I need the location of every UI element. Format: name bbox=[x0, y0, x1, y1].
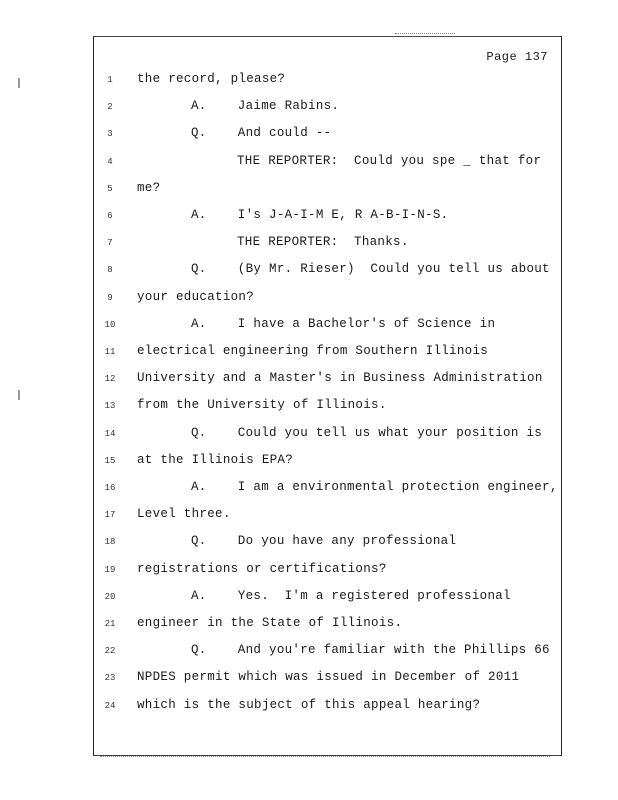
line-text: NPDES permit which was issued in December of 2011 bbox=[137, 670, 520, 685]
transcript-line bbox=[0, 562, 618, 582]
line-text: your education? bbox=[137, 289, 255, 304]
line-text: Q. And could -- bbox=[191, 126, 332, 141]
transcript-line bbox=[0, 208, 618, 228]
line-text: at the Illinois EPA? bbox=[137, 452, 294, 467]
line-number: 11 bbox=[104, 347, 116, 357]
transcript-line bbox=[0, 426, 618, 446]
line-text: which is the subject of this appeal hearing? bbox=[137, 697, 481, 712]
transcript-line bbox=[0, 126, 618, 146]
line-number: 20 bbox=[104, 591, 116, 602]
line-text: Level three. bbox=[137, 507, 231, 522]
transcript-line bbox=[0, 670, 618, 690]
line-number: 8 bbox=[107, 265, 113, 276]
transcript-line bbox=[0, 643, 618, 663]
line-text: engineer in the State of Illinois. bbox=[137, 616, 403, 630]
line-text: registrations or certifications? bbox=[137, 561, 387, 576]
line-number: 12 bbox=[104, 374, 116, 385]
line-text: University and a Master's in Business Administration bbox=[137, 371, 543, 386]
transcript-line bbox=[0, 72, 618, 92]
transcript-line bbox=[0, 290, 618, 310]
line-text: Q. Could you tell us what your position is bbox=[191, 425, 543, 440]
transcript-line bbox=[0, 698, 618, 718]
line-number: 16 bbox=[104, 483, 116, 493]
line-text: A. I am a environmental protection engineer, bbox=[191, 480, 558, 494]
line-number: 10 bbox=[104, 319, 116, 330]
line-text: A. I have a Bachelor's of Science in bbox=[191, 316, 496, 331]
transcript-line bbox=[0, 589, 618, 609]
transcript-line bbox=[0, 453, 618, 473]
line-text: THE REPORTER: Thanks. bbox=[237, 235, 409, 250]
line-number: 1 bbox=[107, 75, 113, 85]
transcript-line bbox=[0, 154, 618, 174]
line-text: THE REPORTER: Could you spe _ that for bbox=[237, 153, 542, 168]
transcript-line bbox=[0, 235, 618, 255]
line-number: 22 bbox=[104, 646, 116, 657]
transcript-line bbox=[0, 480, 618, 500]
line-text: A. Jaime Rabins. bbox=[191, 99, 340, 114]
line-number: 17 bbox=[104, 510, 116, 521]
line-number: 24 bbox=[104, 700, 116, 711]
scan-noise-top bbox=[395, 33, 455, 35]
line-number: 2 bbox=[107, 102, 113, 113]
transcript-line bbox=[0, 616, 618, 636]
line-number: 23 bbox=[104, 673, 116, 684]
line-text: from the University of Illinois. bbox=[137, 398, 387, 413]
line-number: 4 bbox=[107, 156, 113, 167]
transcript-line bbox=[0, 317, 618, 337]
line-number: 5 bbox=[107, 183, 113, 194]
line-text: Q. Do you have any professional bbox=[191, 534, 457, 549]
line-number: 18 bbox=[104, 537, 116, 548]
transcript-line bbox=[0, 507, 618, 527]
transcript-line bbox=[0, 262, 618, 282]
line-text: Q. (By Mr. Rieser) Could you tell us about bbox=[191, 262, 550, 277]
line-number: 7 bbox=[107, 238, 113, 249]
page-number: Page 137 bbox=[486, 50, 548, 64]
transcript-line bbox=[0, 344, 618, 364]
line-text: electrical engineering from Southern Illinois bbox=[137, 344, 489, 358]
line-text: A. Yes. I'm a registered professional bbox=[191, 588, 511, 603]
line-text: the record, please? bbox=[137, 72, 286, 86]
line-number: 9 bbox=[107, 292, 113, 303]
line-number: 15 bbox=[104, 455, 116, 466]
line-number: 13 bbox=[104, 401, 116, 412]
transcript-line bbox=[0, 181, 618, 201]
transcript-line bbox=[0, 99, 618, 119]
line-number: 19 bbox=[104, 564, 116, 575]
line-text: Q. And you're familiar with the Phillips 66 bbox=[191, 643, 550, 658]
line-number: 14 bbox=[104, 428, 116, 439]
transcript-line bbox=[0, 534, 618, 554]
line-number: 3 bbox=[107, 129, 113, 140]
transcript-line bbox=[0, 371, 618, 391]
scan-noise-bottom bbox=[100, 756, 550, 758]
line-text: me? bbox=[137, 180, 161, 195]
line-number: 6 bbox=[107, 211, 113, 221]
line-text: A. I's J-A-I-M E, R A-B-I-N-S. bbox=[191, 208, 449, 222]
transcript-line bbox=[0, 398, 618, 418]
line-number: 21 bbox=[104, 619, 116, 629]
